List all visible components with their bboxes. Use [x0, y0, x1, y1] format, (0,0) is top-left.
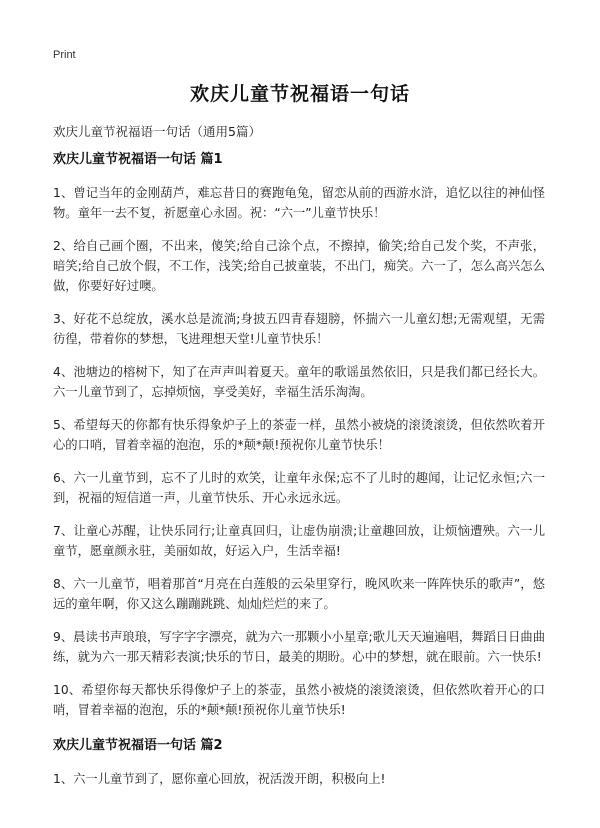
list-item: 1、六一儿童节到了，愿你童心回放，祝活泼开朗，积极向上! [53, 772, 386, 786]
section-heading: 欢庆儿童节祝福语一句话 篇1 [53, 152, 223, 167]
section-heading: 欢庆儿童节祝福语一句话 篇2 [53, 738, 223, 753]
list-item: 4、池塘边的榕树下，知了在声声叫着夏天。童年的歌谣虽然依旧，只是我们都已经长大。六一儿童节到了，忘掉烦恼，享受美好，幸福生活乐淘淘。 [53, 365, 545, 399]
page-title: 欢庆儿童节祝福语一句话 [189, 83, 410, 105]
list-item: 7、让童心苏醒，让快乐同行;让童真回归，让虚伪崩溃;让童趣回放，让烦恼遭殃。六一儿童节，愿童颜永驻，美丽如故，好运入户，生活幸福! [53, 524, 545, 558]
list-item: 9、晨读书声琅琅，写字字字漂亮，就为六一那颗小小星章;歌儿天天遍遍唱，舞蹈日日曲曲练，就为六一那天精彩表演;快乐的节日，最美的期盼。心中的梦想，就在眼前。六一快乐! [53, 630, 545, 664]
list-item: 5、希望每天的你都有快乐得象炉子上的茶壶一样，虽然小被烧的滚烫滚烫，但依然吹着开心的口哨，冒着幸福的泡泡，乐的*颠*颠!预祝你儿童节快乐！ [53, 418, 545, 452]
page-subtitle: 欢庆儿童节祝福语一句话（通用5篇） [53, 124, 261, 139]
list-item: 8、六一儿童节，唱着那首“月亮在白莲般的云朵里穿行，晚风吹来一阵阵快乐的歌声”，悠远的童年啊，你又这么蹦蹦跳跳、灿灿烂烂的来了。 [53, 577, 545, 611]
list-item: 10、希望你每天都快乐得像炉子上的茶壶，虽然小被烧的滚烫滚烫，但依然吹着开心的口哨，冒着幸福的泡泡，乐的*颠*颠!预祝你儿童节快乐! [53, 683, 545, 717]
list-item: 3、好花不总绽放，溪水总是流淌;身披五四青春翅膀，怀揣六一儿童幻想;无需观望，无需彷徨，带着你的梦想，飞进理想天堂!儿童节快乐！ [53, 312, 545, 346]
article-content [53, 151, 545, 802]
list-item: 2、给自己画个圈，不出来，傻笑;给自己涂个点，不擦掉，偷笑;给自己发个奖，不声张，暗笑;给自己放个假，不工作，浅笑;给自己披童装，不出门，痴笑。六一了，怎么高兴怎么做，你要好好过噢。 [53, 239, 545, 293]
list-item: 1、曾记当年的金刚葫芦，难忘昔日的赛跑龟兔，留恋从前的西游水浒，追忆以往的神仙怪物。童年一去不复，祈愿童心永固。祝：“六一”儿童节快乐！ [53, 186, 545, 220]
section-1 [53, 151, 545, 720]
print-link[interactable]: Print [53, 49, 76, 61]
section-2 [53, 737, 545, 789]
list-item: 6、六一儿童节到，忘不了儿时的欢笑，让童年永保;忘不了儿时的趣闻，让记忆永恒;六一到，祝福的短信道一声，儿童节快乐、开心永远永远。 [53, 471, 545, 505]
